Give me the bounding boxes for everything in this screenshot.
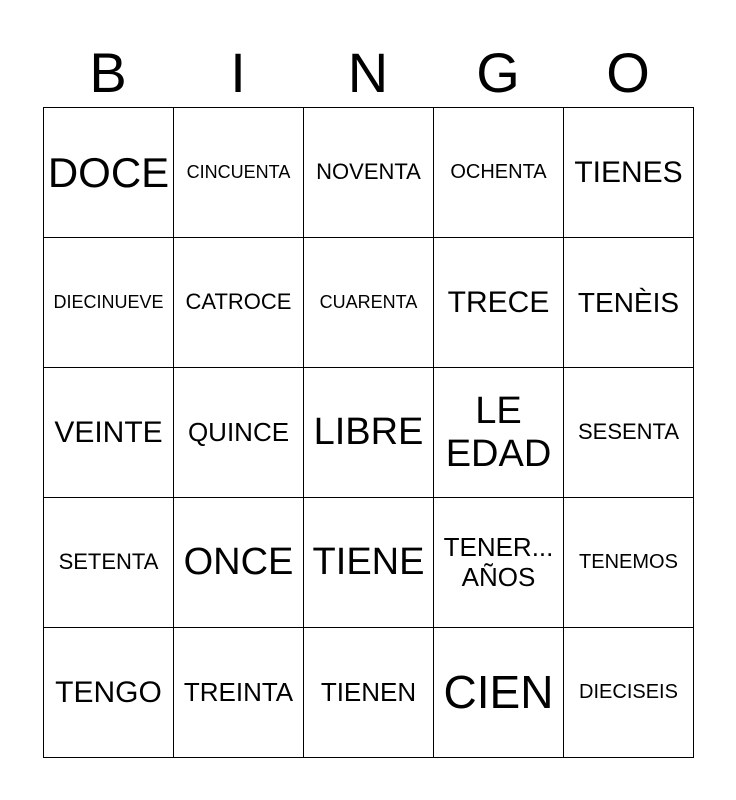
bingo-cell free-space[interactable] bbox=[304, 368, 434, 498]
cell-text: TIENEN bbox=[320, 676, 417, 707]
cell-text: QUINCE bbox=[187, 416, 290, 447]
bingo-cell[interactable] bbox=[44, 238, 174, 368]
bingo-cell[interactable] bbox=[434, 498, 564, 628]
bingo-cell[interactable] bbox=[44, 108, 174, 238]
cell-text: ONCE bbox=[183, 541, 294, 584]
bingo-cell[interactable] bbox=[174, 368, 304, 498]
bingo-cell[interactable] bbox=[434, 368, 564, 498]
bingo-cell[interactable] bbox=[564, 238, 694, 368]
bingo-cell[interactable] bbox=[304, 498, 434, 628]
cell-text: VEINTE bbox=[54, 415, 163, 449]
bingo-cell[interactable] bbox=[174, 628, 304, 758]
bingo-cell[interactable] bbox=[174, 108, 304, 238]
bingo-cell[interactable] bbox=[564, 368, 694, 498]
cell-text: TRECE bbox=[447, 285, 550, 319]
cell-text: CUARENTA bbox=[319, 292, 418, 313]
cell-text: TENEMOS bbox=[579, 551, 678, 574]
cell-text: CINCUENTA bbox=[186, 162, 291, 183]
cell-text: LE EDAD bbox=[445, 389, 552, 475]
bingo-cell[interactable] bbox=[304, 108, 434, 238]
bingo-cell[interactable] bbox=[564, 498, 694, 628]
header-letter-g: G bbox=[476, 41, 520, 104]
bingo-cell[interactable] bbox=[174, 498, 304, 628]
bingo-card bbox=[43, 107, 694, 758]
bingo-cell[interactable] bbox=[304, 238, 434, 368]
cell-text: TENGO bbox=[55, 675, 162, 709]
bingo-cell[interactable] bbox=[564, 628, 694, 758]
bingo-cell[interactable] bbox=[434, 628, 564, 758]
cell-text: OCHENTA bbox=[450, 161, 547, 184]
cell-text: SESENTA bbox=[577, 419, 680, 445]
cell-text: DIECISEIS bbox=[579, 681, 678, 704]
header-letter-o: O bbox=[606, 41, 650, 104]
cell-text: DOCE bbox=[47, 148, 170, 196]
cell-text: DIECINUEVE bbox=[53, 292, 164, 313]
cell-text: SETENTA bbox=[58, 549, 159, 575]
bingo-cell[interactable] bbox=[44, 368, 174, 498]
bingo-cell[interactable] bbox=[564, 108, 694, 238]
bingo-cell[interactable] bbox=[174, 238, 304, 368]
bingo-cell[interactable] bbox=[304, 628, 434, 758]
cell-text: TREINTA bbox=[183, 676, 294, 707]
cell-text: TIENES bbox=[574, 155, 683, 189]
bingo-cell[interactable] bbox=[44, 628, 174, 758]
bingo-cell[interactable] bbox=[434, 108, 564, 238]
cell-text: TIENE bbox=[312, 541, 425, 584]
header-letter-b: B bbox=[89, 41, 127, 104]
bingo-header bbox=[43, 40, 693, 106]
header-letter-n: N bbox=[347, 41, 389, 104]
cell-text: CATROCE bbox=[185, 289, 292, 315]
cell-text: TENÈIS bbox=[577, 286, 680, 318]
cell-text: TENER... AÑOS bbox=[443, 532, 554, 592]
bingo-cell[interactable] bbox=[44, 498, 174, 628]
bingo-cell[interactable] bbox=[434, 238, 564, 368]
free-space-text: LIBRE bbox=[313, 411, 424, 454]
cell-text: NOVENTA bbox=[316, 159, 421, 185]
header-letter-i: I bbox=[230, 41, 246, 104]
cell-text: CIEN bbox=[443, 665, 554, 718]
